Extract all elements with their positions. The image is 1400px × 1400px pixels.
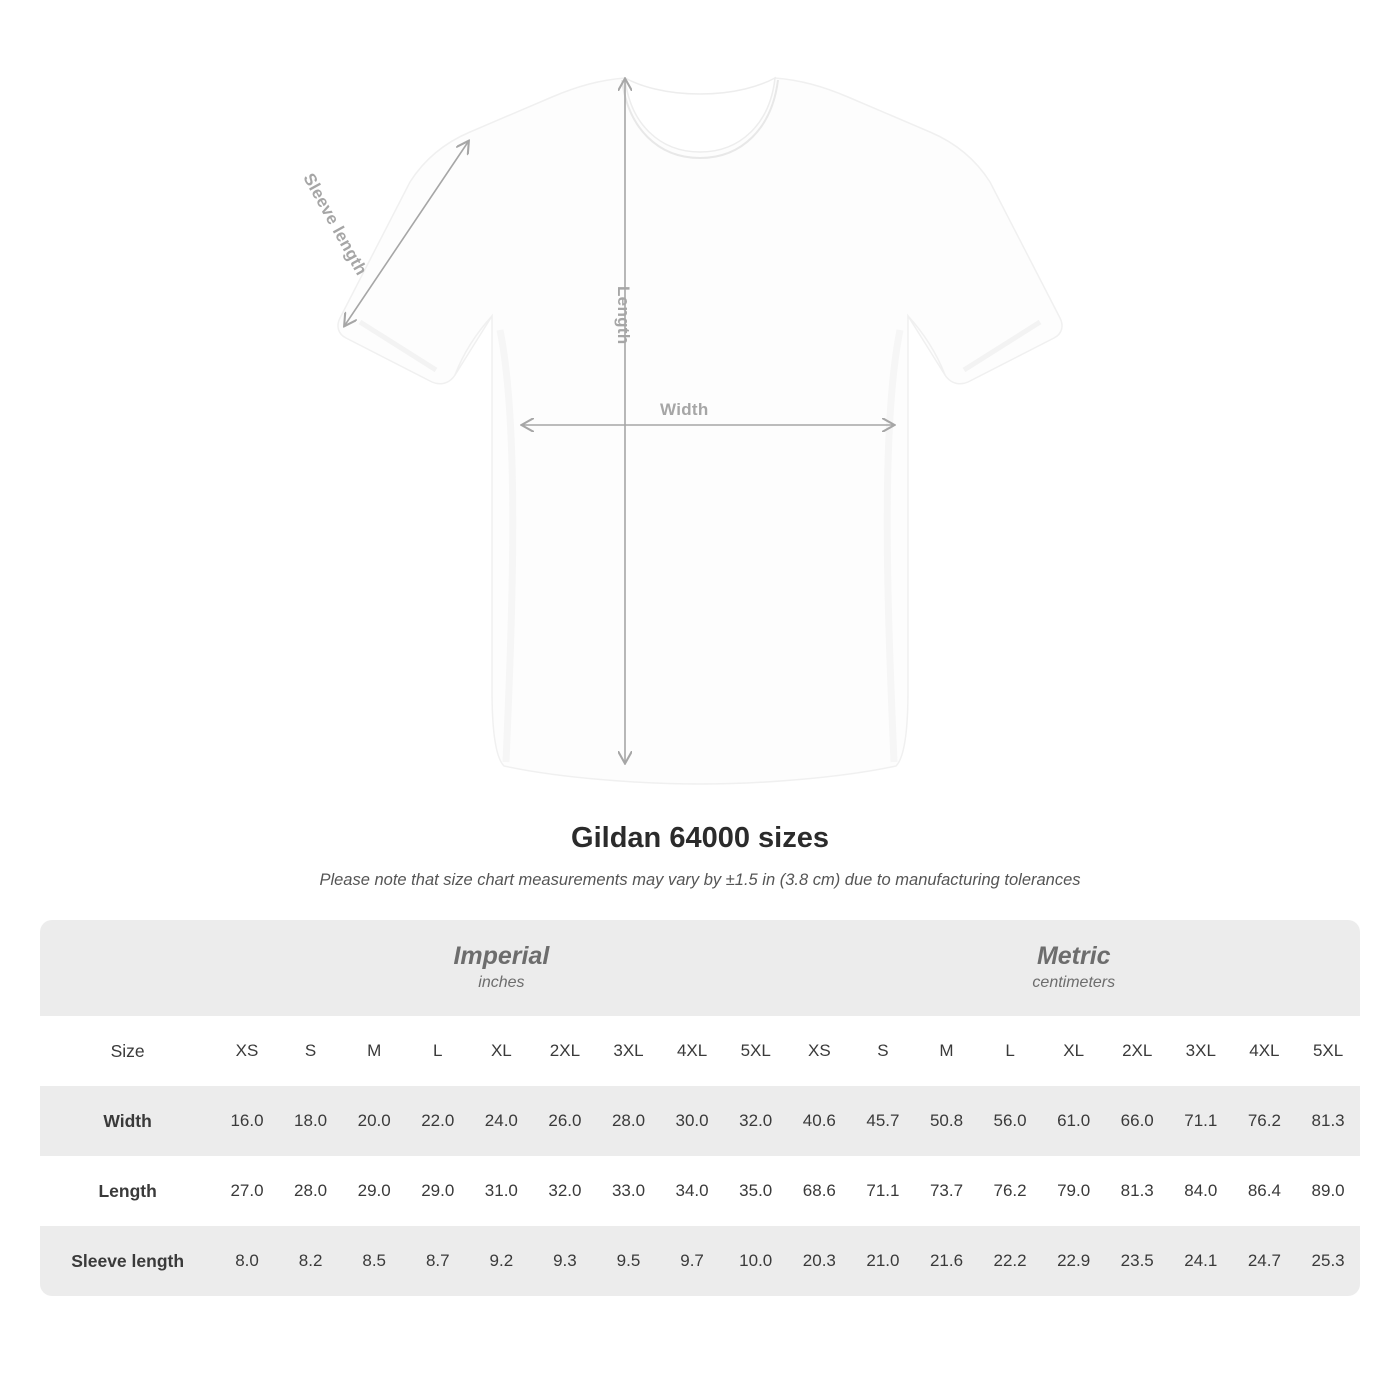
cell-sleeve-imperial: 8.7 [406,1226,470,1296]
unit-imperial-name: Imperial [453,942,550,971]
size-header-row [40,1016,1360,1086]
cell-width-metric: 40.6 [788,1086,852,1156]
cell-length-metric: 79.0 [1057,1181,1091,1200]
size-col-header: 3XL [1169,1016,1233,1086]
cell-length-metric: 71.1 [866,1181,900,1200]
table-row [40,1156,1360,1226]
cell-width-metric: 50.8 [915,1086,979,1156]
table-row [40,1086,1360,1156]
row-label-sleeve-length: Sleeve length [40,1226,215,1296]
cell-sleeve-metric: 24.7 [1233,1226,1297,1296]
cell-sleeve-imperial: 8.5 [342,1226,406,1296]
cell-sleeve-metric: 21.0 [851,1226,915,1296]
cell-sleeve-metric: 20.3 [788,1226,852,1296]
unit-corner-cell [40,920,215,1016]
cell-width-metric: 71.1 [1169,1086,1233,1156]
cell-length-imperial: 31.0 [484,1181,518,1200]
cell-width-metric: 61.0 [1042,1086,1106,1156]
row-label-width: Width [40,1086,215,1156]
cell-sleeve-imperial: 9.2 [470,1226,534,1296]
size-col-header: XL [470,1016,534,1086]
cell-sleeve-imperial: 8.2 [279,1226,343,1296]
cell-width-metric: 45.7 [851,1086,915,1156]
cell-length-imperial: 35.0 [739,1181,773,1200]
table-row [40,1226,1360,1296]
cell-sleeve-metric: 22.9 [1042,1226,1106,1296]
size-col-header: S [279,1016,343,1086]
cell-width-imperial: 16.0 [215,1086,279,1156]
cell-width-imperial: 20.0 [342,1086,406,1156]
width-label: Width [660,400,709,419]
cell-width-metric: 76.2 [1233,1086,1297,1156]
cell-width-imperial: 26.0 [533,1086,597,1156]
unit-header-row [40,920,1360,1016]
cell-width-metric: 66.0 [1105,1086,1169,1156]
cell-width-metric: 81.3 [1296,1086,1360,1156]
cell-sleeve-metric: 22.2 [978,1226,1042,1296]
cell-length-metric: 86.4 [1247,1181,1281,1200]
cell-length-imperial: 27.0 [230,1181,264,1200]
cell-width-imperial: 22.0 [406,1086,470,1156]
shirt-outline [338,78,1062,784]
size-col-header: 2XL [533,1016,597,1086]
size-col-header: 2XL [1105,1016,1169,1086]
cell-width-imperial: 30.0 [660,1086,724,1156]
cell-length-imperial: 33.0 [611,1181,646,1200]
size-col-header: M [915,1016,979,1086]
size-table [40,920,1360,1296]
size-col-header: M [342,1016,406,1086]
unit-metric-name: Metric [1036,942,1111,971]
cell-sleeve-metric: 21.6 [915,1226,979,1296]
size-col-header: XS [788,1016,852,1086]
cell-length-imperial: 34.0 [675,1181,709,1200]
size-col-header: 5XL [724,1016,788,1086]
size-col-header: S [851,1016,915,1086]
cell-length-metric: 84.0 [1184,1181,1218,1200]
cell-width-imperial: 24.0 [470,1086,534,1156]
cell-length-imperial: 29.0 [357,1181,391,1200]
unit-imperial-sub: inches [478,974,525,992]
cell-sleeve-imperial: 9.5 [597,1226,661,1296]
cell-length-metric: 89.0 [1311,1181,1345,1200]
size-label-cell: Size [40,1016,215,1086]
cell-length-metric: 68.6 [802,1181,836,1200]
cell-sleeve-imperial: 10.0 [724,1226,788,1296]
cell-length-imperial: 32.0 [548,1181,582,1200]
size-col-header: L [406,1016,470,1086]
size-col-header: L [978,1016,1042,1086]
cell-width-imperial: 18.0 [279,1086,343,1156]
cell-length-imperial: 28.0 [294,1181,328,1200]
size-col-header: XS [215,1016,279,1086]
size-col-header: 5XL [1296,1016,1360,1086]
page-title: Gildan 64000 sizes [571,822,829,854]
tolerance-note: Please note that size chart measurements may vary by ±1.5 in (3.8 cm) due to manufacturing tolerances [319,871,1081,889]
cell-length-metric: 81.3 [1120,1181,1154,1200]
title-block [0,822,1400,890]
cell-width-imperial: 32.0 [724,1086,788,1156]
length-label: Length [614,286,633,345]
cell-sleeve-imperial: 8.0 [215,1226,279,1296]
unit-metric-sub: centimeters [1032,974,1116,992]
size-col-header: XL [1042,1016,1106,1086]
cell-sleeve-imperial: 9.3 [533,1226,597,1296]
size-col-header: 4XL [1233,1016,1297,1086]
row-label-length: Length [98,1180,157,1201]
cell-sleeve-imperial: 9.7 [660,1226,724,1296]
cell-sleeve-metric: 24.1 [1169,1226,1233,1296]
unit-imperial-cell [215,920,787,1016]
cell-length-imperial: 29.0 [421,1181,455,1200]
cell-sleeve-metric: 23.5 [1105,1226,1169,1296]
cell-length-metric: 76.2 [993,1181,1027,1200]
cell-width-metric: 56.0 [978,1086,1042,1156]
sleeve-length-label: Sleeve length [299,170,372,279]
size-table-wrapper [40,920,1360,1296]
size-col-header: 4XL [660,1016,724,1086]
cell-sleeve-metric: 25.3 [1296,1226,1360,1296]
cell-length-metric: 73.7 [929,1181,964,1200]
size-col-header: 3XL [597,1016,661,1086]
unit-metric-cell [788,920,1360,1016]
cell-width-imperial: 28.0 [597,1086,661,1156]
